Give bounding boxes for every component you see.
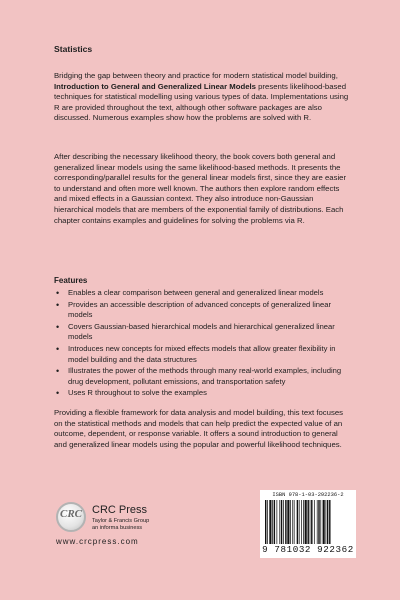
barcode-bar: [281, 500, 282, 544]
feature-item: • Provides an accessible description of advanced concepts of generalized linear models: [54, 300, 354, 321]
book-title: Introduction to General and Generalized Linear Models: [54, 81, 256, 91]
features-list: [54, 288, 354, 400]
barcode-bar: [274, 500, 275, 544]
barcode-bar: [294, 500, 295, 544]
publisher-url: www.crcpress.com: [56, 537, 139, 546]
barcode-bar: [327, 500, 328, 544]
barcode-bar: [301, 500, 302, 544]
feature-item: • Uses R throughout to solve the examples: [54, 388, 354, 399]
barcode-bar: [311, 500, 312, 544]
logo-lettering: CRC: [59, 508, 82, 520]
barcode-bar: [320, 500, 321, 544]
description-paragraph-3: Providing a flexible framework for data analysis and model building, this text focuses on the statistical methods and models that can help predict the expected value of an outcome, dependent, or response variable. It offers a sound introduction to general and generalized linear models using the popular and powerful likelihood techniques.: [54, 408, 344, 449]
barcode-bar: [287, 500, 289, 544]
paragraph-1-intro: Bridging the gap between theory and practice for modern statistical model building,: [54, 71, 338, 80]
isbn-label: ISBN 978-1-03-292236-2: [272, 492, 344, 498]
barcode-bar: [314, 500, 315, 544]
feature-item: • Covers Gaussian-based hierarchical models and hierarchical generalized linear models: [54, 322, 354, 343]
barcode-bar: [285, 500, 286, 544]
barcode-bar: [329, 500, 330, 544]
barcode-bar: [297, 500, 298, 544]
barcode-bar: [318, 500, 319, 544]
barcode-bar: [272, 500, 273, 544]
description-paragraph-2: After describing the necessary likelihood theory, the book covers both general and generalized linear models using the same likelihood-based methods. It presents the corresponding/parallel results for the general linear models first, since they are easier to understand and often more well known. The authors then explore random effects and mixed effects in a Gaussian context. They also introduce non-Gaussian hierarchical models that are members of the exponential family of distributions. Each chapter contains examples and guidelines for solving the problems via R.: [54, 152, 347, 225]
barcode-bar: [299, 500, 300, 544]
barcode-bar: [267, 500, 268, 544]
publisher-name: CRC Press: [92, 504, 148, 516]
ean-digits: 9 781032 922362: [262, 544, 354, 555]
barcode-bar: [279, 500, 280, 544]
publisher-group: Taylor & Francis Group: [92, 518, 150, 524]
publisher-business: an informa business: [92, 525, 143, 531]
barcode-bar: [317, 500, 318, 544]
feature-item: • Introduces new concepts for mixed effects models that allow greater flexibility in model building and the data structures: [54, 344, 354, 365]
barcode-bar: [283, 500, 284, 544]
description-paragraph-1: [54, 71, 350, 124]
barcode-bar: [307, 500, 308, 544]
barcode-bar: [269, 500, 271, 544]
barcode-bar: [310, 500, 311, 544]
barcode-bar: [325, 500, 326, 544]
barcode-bar: [277, 500, 278, 544]
category-label: Statistics: [54, 44, 93, 54]
feature-item: • Illustrates the power of the methods through many real-world examples, including drug development, pollutant emissions, and transportation safety: [54, 366, 354, 387]
features-heading: Features: [54, 276, 88, 285]
barcode-bar: [265, 500, 266, 544]
barcode-icon: [264, 500, 352, 544]
barcode-block: [260, 490, 356, 558]
feature-item: • Enables a clear comparison between general and generalized linear models: [54, 288, 354, 299]
paragraph-1-rest: presents likelihood-based techniques for statistical modelling using various types of data. Implementations using R are provided throughout the text, although other software packages are also discussed. Numerous examples show how the problems are solved with R.: [54, 81, 349, 123]
barcode-bar: [303, 500, 304, 544]
publisher-block: [56, 500, 256, 560]
barcode-bar: [292, 500, 293, 544]
barcode-bar: [305, 500, 307, 544]
barcode-bar: [323, 500, 325, 544]
barcode-bar: [290, 500, 291, 544]
